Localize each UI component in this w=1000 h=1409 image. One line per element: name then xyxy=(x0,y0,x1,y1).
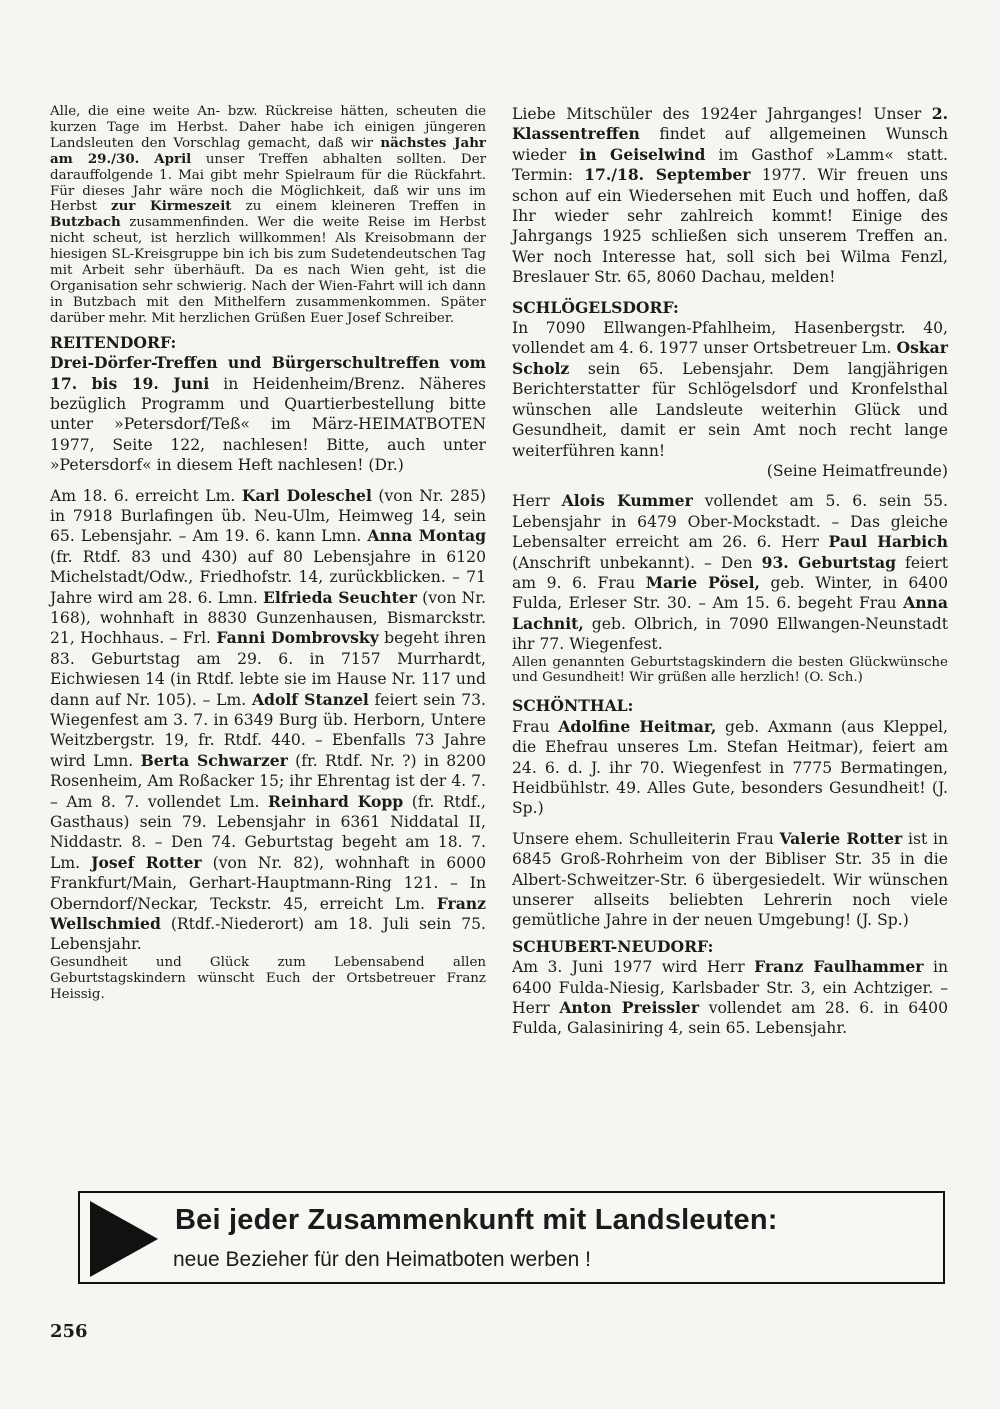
schloegelsdorf-paragraph-1: In 7090 Ellwangen-Pfahlheim, Hasenbergstr. 40, vollendet am 4. 6. 1977 unser Ortsbetreuer Lm. Oskar Scholz sein 65. Lebensjahr. Dem langjährigen Berichterstatter für Schlögelsdorf und Kronfelsthal wünschen alle Landsleute weiterhin Glück und Gesundheit, damit er sein Amt noch recht lange weiterführen kann! xyxy=(512,319,948,460)
class-reunion-paragraph: Liebe Mitschüler des 1924er Jahrganges! Unser 2. Klassentreffen findet auf allgemeinen Wunsch wieder in Geiselwind im Gasthof »Lamm« statt. Termin: 17./18. September 1977. Wir freuen uns schon auf ein Wiedersehen mit Euch und hoffen, daß Ihr wieder sehr zahlreich kommt! Einige des Jahrgangs 1925 schließen sich unserem Treffen an. Wer noch Interesse hat, soll sich bei Wilma Fenzl, Breslauer Str. 65, 8060 Dachau, melden! xyxy=(512,104,948,287)
schloegelsdorf-greeting: Allen genannten Geburtstagskindern die besten Glückwünsche und Gesundheit! Wir grüßen alle herzlich! (O. Sch.) xyxy=(512,654,948,686)
section-heading-schubert-neudorf: SCHUBERT-NEUDORF: xyxy=(512,936,714,956)
left-column xyxy=(50,104,486,1003)
page-number: 256 xyxy=(50,1321,88,1342)
schloegelsdorf-paragraph-2: Herr Alois Kummer vollendet am 5. 6. sein 55. Lebensjahr in 6479 Ober-Mockstadt. – Das gleiche Lebensalter erreicht am 26. 6. Herr Paul Harbich (Anschrift unbekannt). – Den 93. Geburtstag feiert am 9. 6. Frau Marie Pösel, geb. Winter, in 6400 Fulda, Erleser Str. 30. – Am 15. 6. begeht Frau Anna Lachnit, geb. Olbrich, in 7090 Ellwangen-Neunstadt ihr 77. Wiegenfest. xyxy=(512,491,949,654)
reitendorf-birthdays-paragraph: Am 18. 6. erreicht Lm. Karl Doleschel (von Nr. 285) in 7918 Burlafingen üb. Neu-Ulm, Heimweg 14, sein 65. Lebensjahr. – Am 19. 6. kann Lmn. Anna Montag (fr. Rtdf. 83 und 430) auf 80 Lebensjahre in 6120 Michelstadt/Odw., Friedhofstr. 14, zurückblicken. – 71 Jahre wird am 28. 6. Lmn. Elfrieda Seuchter (von Nr. 168), wohnhaft in 8830 Gunzenhausen, Bismarckstr. 21, Hochhaus. – Frl. Fanni Dombrovsky begeht ihren 83. Geburtstag am 29. 6. in 7157 Murrhardt, Eichwiesen 14 (in Rtdf. lebte sie im Hause Nr. 117 und dann auf Nr. 105). – Lm. Adolf Stanzel feiert sein 73. Wiegenfest am 3. 7. in 6349 Burg üb. Herborn, Untere Weitzbergstr. 19, fr. Rtdf. 440. – Ebenfalls 73 Jahre wird Lmn. Berta Schwarzer (fr. Rtdf. Nr. ?) in 8200 Rosenheim, Am Roßacker 15; ihr Ehrentag ist der 4. 7. – Am 8. 7. vollendet Lm. Reinhard Kopp (fr. Rtdf., Gasthaus) sein 79. Lebensjahr in 6361 Niddatal II, Niddastr. 8. – Den 74. Geburtstag begeht am 18. 7. Lm. Josef Rotter (von Nr. 82), wohnhaft in 6000 Frankfurt/Main, Gerhart-Hauptmann-Ring 121. – In Oberndorf/Neckar, Teckstr. 45, erreicht Lm. Franz Wellschmied (Rtdf.-Niederort) am 18. Juli sein 75. Lebensjahr. xyxy=(50,485,486,954)
reitendorf-meeting-paragraph: Drei-Dörfer-Treffen und Bürgerschultreffen vom 17. bis 19. Juni in Heidenheim/Brenz. Näheres bezüglich Programm und Quartierbestellung bitte unter »Petersdorf/Teß« im März-HEIMATBOTEN 1977, Seite 122, nachlesen! Bitte, auch unter »Petersdorf« in diesem Heft nachlesen! (Dr.) xyxy=(50,353,486,475)
reitendorf-greeting-paragraph: Gesundheit und Glück zum Lebensabend allen Geburtstagskindern wünscht Euch der Ortsbetreuer Franz Heissig. xyxy=(50,954,486,1002)
section-heading-reitendorf: REITENDORF: xyxy=(50,332,177,352)
intro-paragraph: Alle, die eine weite An- bzw. Rückreise hätten, scheuten die kurzen Tage im Herbst. Daher habe ich einigen jüngeren Landsleuten den Vorschlag gemacht, daß wir nächstes Jahr am 29./30. April unser Treffen abhalten sollten. Der darauffolgende 1. Mai gibt mehr Spielraum für die Rückfahrt. Für dieses Jahr wäre noch die Möglichkeit, daß wir uns im Herbst zur Kirmeszeit zu einem kleineren Treffen in Butzbach zusammenfinden. Wer die weite Reise im Herbst nicht scheut, ist herzlich willkommen! Als Kreisobmann der hiesigen SL-Kreisgruppe bin ich bis zum Sudetendeutschen Tag mit Arbeit sehr überhäuft. Da es nach Wien geht, ist die Organisation sehr schwierig. Nach der Wien-Fahrt will ich dann in Butzbach mit den Mithelfern zusammenkommen. Später darüber mehr. Mit herzlichen Grüßen Euer Josef Schreiber. xyxy=(50,104,486,326)
right-column xyxy=(512,104,948,1039)
arrow-right-icon xyxy=(90,1201,158,1277)
schoenthal-paragraph-2: Unsere ehem. Schulleiterin Frau Valerie Rotter ist in 6845 Groß-Rohrheim von der Bibliser Str. 35 in die Albert-Schweitzer-Str. 6 übergesiedelt. Wir wünschen unserer allseits beliebten Lehrerin noch viele gemütliche Jahre in der neuen Umgebung! (J. Sp.) xyxy=(512,828,948,930)
schoenthal-paragraph-1: Frau Adolfine Heitmar, geb. Axmann (aus Kleppel, die Ehefrau unseres Lm. Stefan Heitmar), feiert am 24. 6. d. J. ihr 70. Wiegenfest in 7775 Bermatingen, Heidbühlstr. 49. Alles Gute, besonders Gesundheit! (J. Sp.) xyxy=(512,716,948,818)
banner-subtitle: neue Bezieher für den Heimatboten werben ! xyxy=(173,1248,591,1271)
schubert-neudorf-paragraph: Am 3. Juni 1977 wird Herr Franz Faulhammer in 6400 Fulda-Niesig, Karlsbader Str. 3, ein Achtziger. – Herr Anton Preissler vollendet am 28. 6. in 6400 Fulda, Galasiniring 4, sein 65. Lebensjahr. xyxy=(512,957,948,1038)
advertisement-banner xyxy=(78,1191,945,1284)
section-heading-schloegelsdorf: SCHLÖGELSDORF: xyxy=(512,297,679,317)
schloegelsdorf-signature: (Seine Heimatfreunde) xyxy=(766,461,948,480)
banner-title: Bei jeder Zusammenkunft mit Landsleuten: xyxy=(175,1204,778,1236)
section-heading-schoenthal: SCHÖNTHAL: xyxy=(512,696,634,716)
